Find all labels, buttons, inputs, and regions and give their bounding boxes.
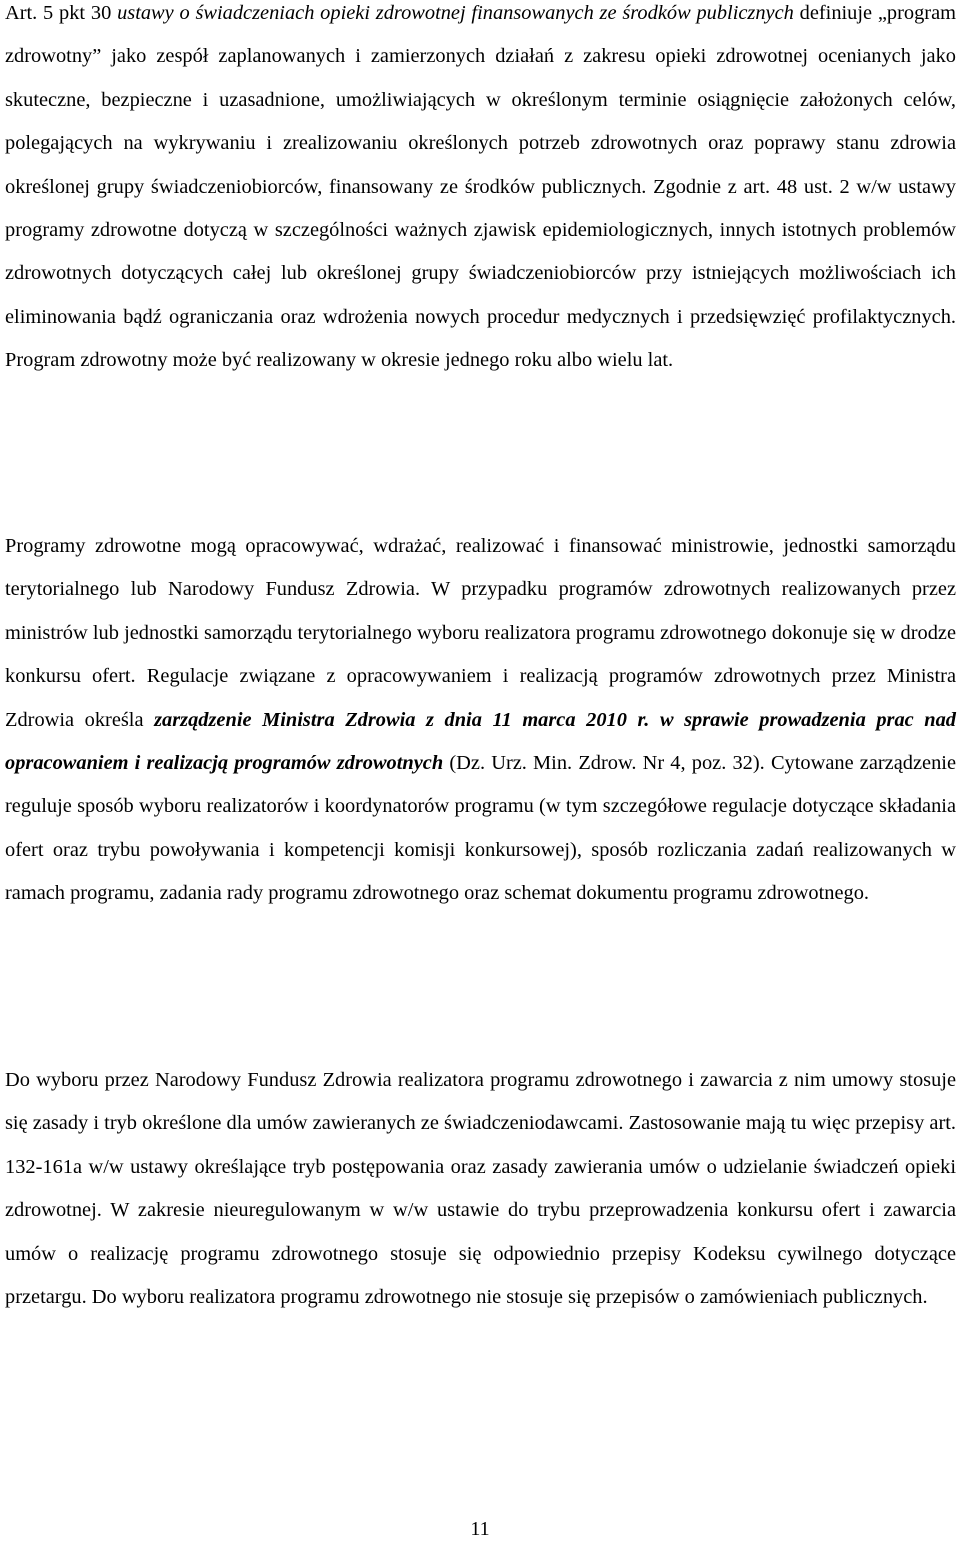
paragraph-2-text-cont: (Dz. Urz. Min. Zdrow. Nr 4, poz. 32). Cytowane zarządzenie reguluje sposób wyboru realizatorów i koordynatorów programu (w tym szczegółowe regulacje dotyczące składania ofert oraz trybu powoływania i kompetencji komisji konkursowej), sposób rozliczania zadań realizowanych w ramach programu, zadania rady programu zdrowotnego oraz schemat dokumentu programu zdrowotnego. <box>5 752 956 905</box>
page-number: 11 <box>470 1518 490 1540</box>
paragraph-1-text: Art. 5 pkt 30 <box>5 2 118 24</box>
act-title-italic: ustawy o świadczeniach opieki zdrowotnej finansowanych ze środków publicznych <box>117 2 794 24</box>
paragraph-2-text: Programy zdrowotne mogą opracowywać, wdrażać, realizować i finansować ministrowie, jednostki samorządu terytorialnego lub Narodowy Fundusz Zdrowia. W przypadku programów zdrowotnych realizowanych przez ministrów lub jednostki samorządu terytorialnego wyboru realizatora programu zdrowotnego dokonuje się w drodze konkursu ofert. Regulacje związane z opracowywaniem i realizacją programów zdrowotnych przez Ministra Zdrowia określa <box>5 535 956 731</box>
paragraph-program-implementation <box>5 525 956 916</box>
paragraph-program-definition <box>5 0 956 383</box>
paragraph-3-text: Do wyboru przez Narodowy Fundusz Zdrowia realizatora programu zdrowotnego i zawarcia z nim umowy stosuje się zasady i tryb określone dla umów zawieranych ze świadczeniodawcami. Zastosowanie mają tu więc przepisy art. 132-161a w/w ustawy określające tryb postępowania oraz zasady zawierania umów o udzielanie świadczeń opieki zdrowotnej. W zakresie nieuregulowanym w w/w ustawie do trybu przeprowadzenia konkursu ofert i zawarcia umów o realizację programu zdrowotnego stosuje się odpowiednio przepisy Kodeksu cywilnego dotyczące przetargu. Do wyboru realizatora programu zdrowotnego nie stosuje się przepisów o zamówieniach publicznych. <box>5 1069 956 1309</box>
paragraph-1-text-cont: definiuje „program zdrowotny” jako zespół zaplanowanych i zamierzonych działań z zakresu opieki zdrowotnej ocenianych jako skuteczne, bezpieczne i uzasadnione, umożliwiających w określonym terminie osiągnięcie założonych celów, polegających na wykrywaniu i zrealizowaniu określonych potrzeb zdrowotnych oraz poprawy stanu zdrowia określonej grupy świadczeniobiorców, finansowany ze środków publicznych. Zgodnie z art. 48 ust. 2 w/w ustawy programy zdrowotne dotyczą w szczególności ważnych zjawisk epidemiologicznych, innych istotnych problemów zdrowotnych dotyczących całej lub określonej grupy świadczeniobiorców przy istniejących możliwościach ich eliminowania bądź ograniczania oraz wdrożenia nowych procedur medycznych i przedsięwzięć profilaktycznych. Program zdrowotny może być realizowany w okresie jednego roku albo wielu lat. <box>5 2 957 372</box>
ordinance-title-bold-italic: zarządzenie Ministra Zdrowia z dnia 11 marca 2010 r. w sprawie prowadzenia prac nad opracowaniem i realizacją programów zdrowotnych <box>5 708 957 775</box>
paragraph-nfz-selection <box>5 1059 956 1319</box>
